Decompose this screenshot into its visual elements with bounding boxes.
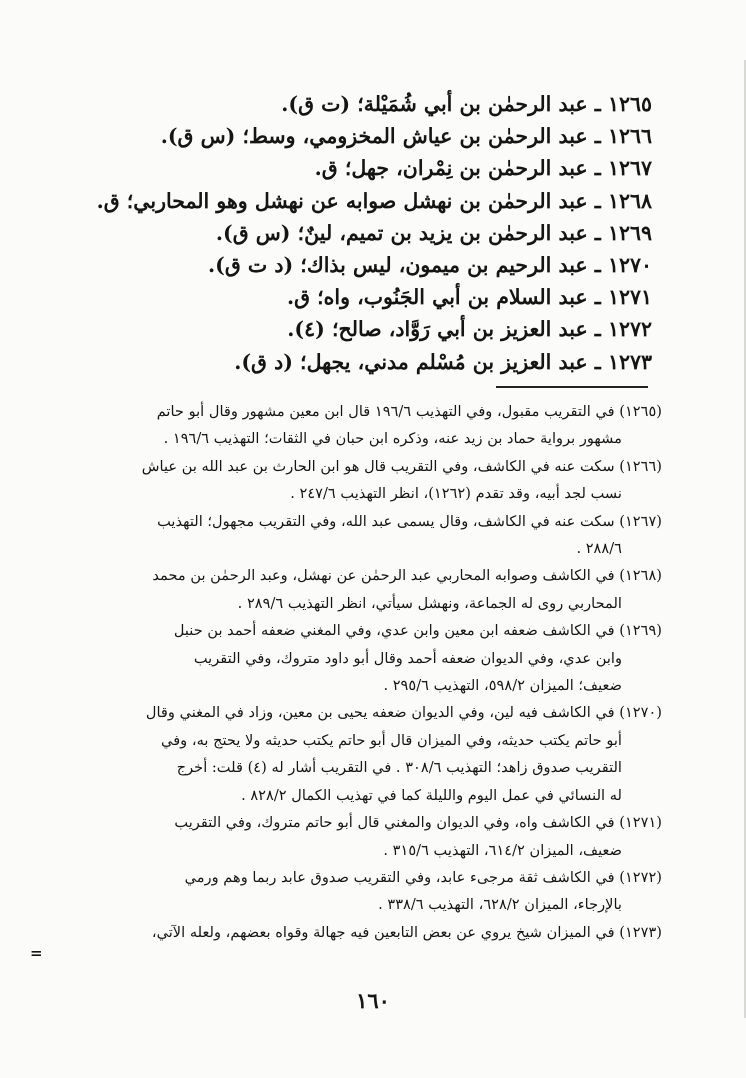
entry-list xyxy=(72,88,652,378)
entry-1267: ١٢٦٧ ـ عبد الرحمٰن بن نِمْران، جهل؛ ق. xyxy=(314,156,652,181)
footnote-line: ضعيف؛ الميزان ٥٩٨/٢، التهذيب ٢٩٥/٦ . xyxy=(383,677,622,695)
footnote-line: (١٢٧١) في الكاشف واه، وفي الديوان والمغني قال أبو حاتم متروك، وفي التقريب xyxy=(174,814,662,832)
entry-1265: ١٢٦٥ ـ عبد الرحمٰن بن أبي شُمَيْلة؛ (ت ق). xyxy=(281,92,652,116)
footnote-separator xyxy=(496,386,648,388)
footnote-line: مشهور برواية حماد بن زيد عنه، وذكره ابن حبان في الثقات؛ التهذيب ١٩٦/٦ . xyxy=(163,430,622,448)
footnote-line: وابن عدي، وفي الديوان ضعفه أحمد وقال أبو داود متروك، وفي التقريب xyxy=(193,649,622,667)
footnote-line: المحاربي روى له الجماعة، ونهشل سيأتي، انظر التهذيب ٢٨٩/٦ . xyxy=(237,594,622,612)
footnote-1271 xyxy=(34,809,662,864)
footnote-line: ضعيف، الميزان ٦١٤/٢، التهذيب ٣١٥/٦ . xyxy=(383,841,622,859)
footnote-1267 xyxy=(34,508,662,563)
footnote-line: ٢٨٨/٦ . xyxy=(576,540,622,558)
footnote-line: أبو حاتم يكتب حديثه، وفي الميزان قال أبو حاتم يكتب حديثه ولا يحتج به، وفي xyxy=(161,731,622,749)
continuation-mark: = xyxy=(30,944,43,962)
entry-1269: ١٢٦٩ ـ عبد الرحمٰن بن يزيد بن تميم، لينٌ؛ (س ق). xyxy=(215,220,652,245)
footnote-1270 xyxy=(34,699,662,809)
footnote-line: (١٢٦٨) في الكاشف وصوابه المحاربي عبد الرحمٰن عن نهشل، وعبد الرحمٰن بن محمد xyxy=(152,567,662,585)
footnote-1272 xyxy=(34,864,662,919)
entry-1271: ١٢٧١ ـ عبد السلام بن أبي الجَنُوب، واه؛ ق. xyxy=(286,285,652,310)
footnote-line: (١٢٧٢) في الكاشف ثقة مرجىء عابد، وفي التقريب صدوق عابد ربما وهم ورمي xyxy=(184,868,662,886)
footnote-line: (١٢٦٩) في الكاشف ضعفه ابن معين وابن عدي، وفي المغني ضعفه أحمد بن حنبل xyxy=(173,622,662,640)
footnote-line: (١٢٧٠) في الكاشف فيه لين، وفي الديوان ضعفه يحيى بن معين، وزاد في المغني وقال xyxy=(145,704,662,722)
footnote-1269 xyxy=(34,617,662,699)
footnote-1273 xyxy=(34,919,662,946)
footnote-line: له النسائي في عمل اليوم والليلة كما في تهذيب الكمال ٨٢٨/٢ . xyxy=(241,786,622,804)
entry-1273: ١٢٧٣ ـ عبد العزيز بن مُسْلم مدني، يجهل؛ (د ق). xyxy=(234,349,652,374)
footnote-line: بالإرجاء، الميزان ٦٢٨/٢، التهذيب ٣٣٨/٦ . xyxy=(378,896,622,914)
footnote-1265 xyxy=(34,398,662,453)
footnote-1268 xyxy=(34,562,662,617)
entry-1266: ١٢٦٦ ـ عبد الرحمٰن بن عياش المخزومي، وسط؛ (س ق). xyxy=(160,124,652,149)
footnote-line: (١٢٦٦) سكت عنه في الكاشف، وفي التقريب قال هو ابن الحارث بن عبد الله بن عياش xyxy=(141,457,662,475)
footnote-line: (١٢٧٣) في الميزان شيخ يروي عن بعض التابعين فيه جهالة وقواه بعضهم، ولعله الآتي، xyxy=(151,923,662,941)
entry-1272: ١٢٧٢ ـ عبد العزيز بن أبي رَوَّاد، صالح؛ (٤). xyxy=(287,317,652,342)
footnote-line: نسب لجد أبيه، وقد تقدم (١٢٦٢)، انظر التهذيب ٢٤٧/٦ . xyxy=(290,485,622,503)
footnote-1266 xyxy=(34,453,662,508)
footnotes xyxy=(34,398,662,946)
entry-1270: ١٢٧٠ ـ عبد الرحيم بن ميمون، ليس بذاك؛ (د ت ق). xyxy=(208,252,652,277)
page-number: ١٦٠ xyxy=(356,988,390,1013)
footnote-line: (١٢٦٥) في التقريب مقبول، وفي التهذيب ١٩٦/٦ قال ابن معين مشهور وقال أبو حاتم xyxy=(156,403,662,420)
entry-1268: ١٢٦٨ ـ عبد الرحمٰن بن نهشل صوابه عن نهشل وهو المحاربي؛ ق. xyxy=(96,188,652,213)
footnote-line: (١٢٦٧) سكت عنه في الكاشف، وقال يسمى عبد الله، وفي التقريب مجهول؛ التهذيب xyxy=(157,512,662,530)
footnote-line: التقريب صدوق زاهد؛ التهذيب ٣٠٨/٦ . في التقريب أشار له (٤) قلت: أخرج xyxy=(176,759,622,777)
